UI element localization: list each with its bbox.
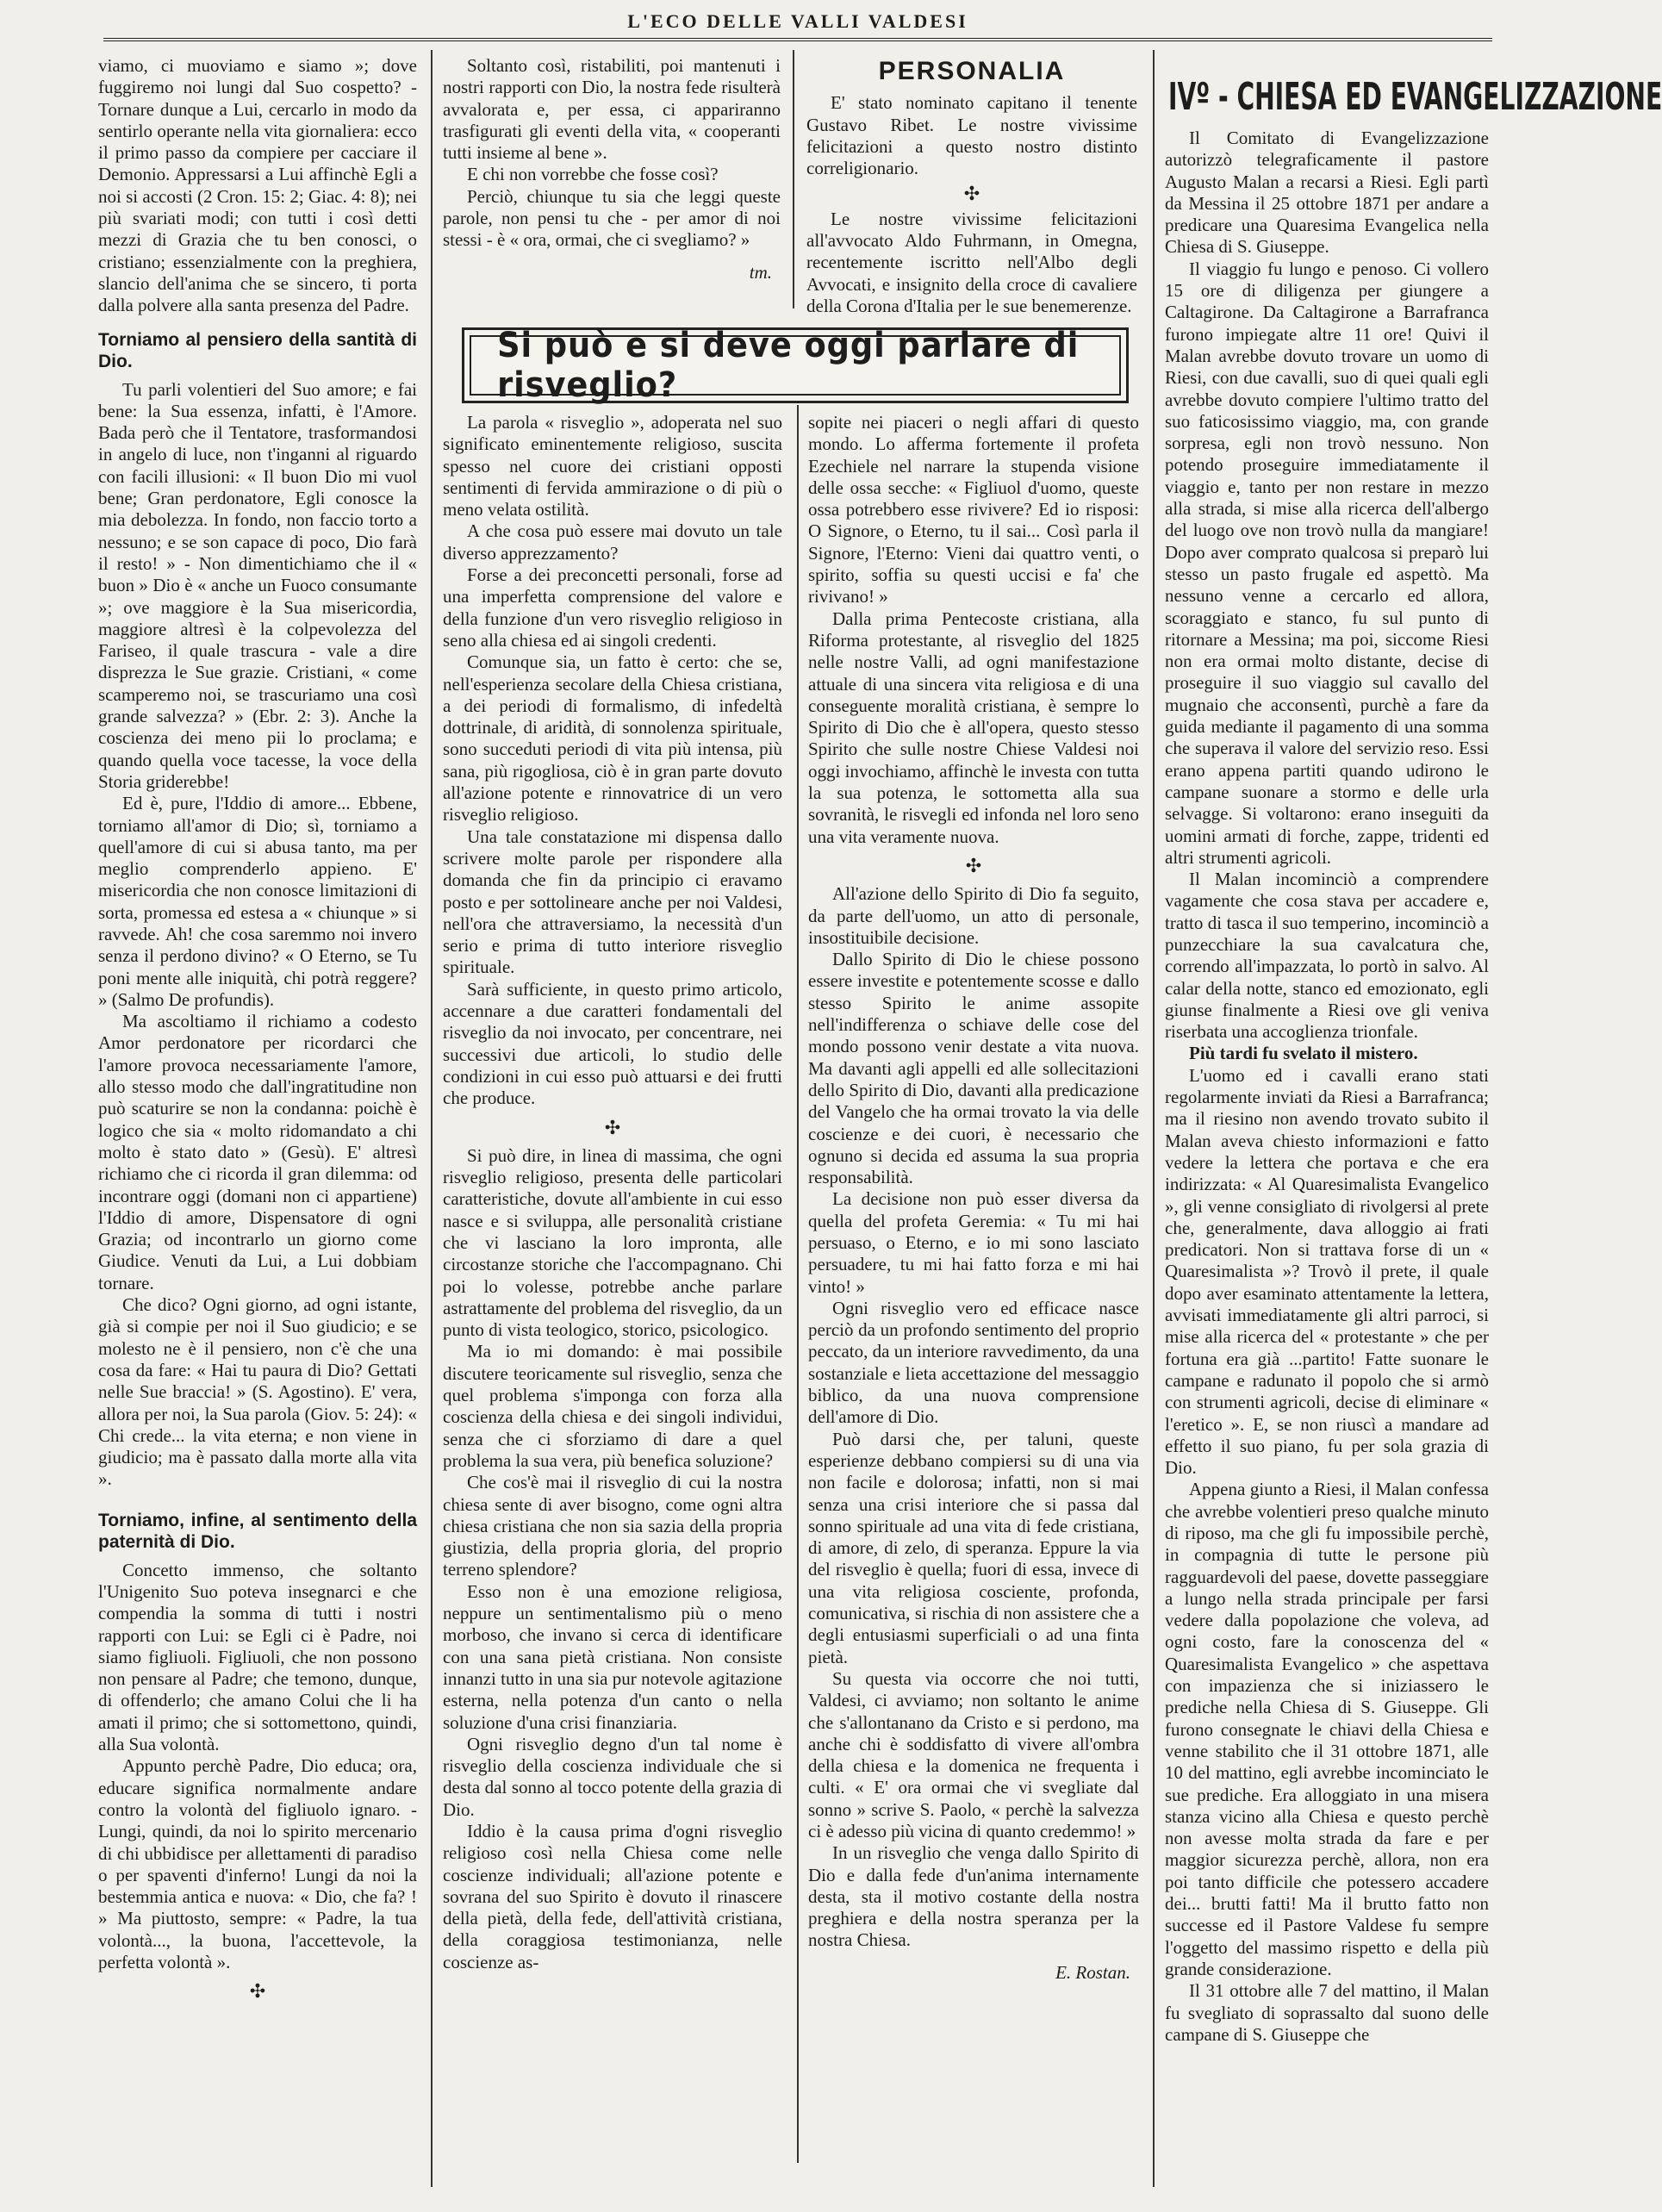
ornament: ✣ — [963, 183, 980, 205]
paragraph: All'azione dello Spirito di Dio fa seguito, da parte dell'uomo, un atto di personale, insostituibile decisione. — [808, 883, 1139, 948]
column-rule — [1153, 50, 1155, 2187]
paragraph: E' stato nominato capitano il tenente Gustavo Ribet. Le nostre vivissime felicitazioni a questo nostro distinto correligionario. — [806, 92, 1137, 179]
paragraph: Concetto immenso, che soltanto l'Unigenito Suo poteva insegnarci e che compendia la somma di tutti i nostri rapporti con Lui: se Egli ci è Padre, noi siamo figliuoli. Figliuoli, che non possono non pensare al Padre; che temono, dunque, di offenderlo; che amano Colui che li ha amati il primo; che si sottomettono, quindi, alla Sua volontà. — [98, 1559, 417, 1755]
paragraph: A che cosa può essere mai dovuto un tale diverso apprezzamento? — [443, 520, 782, 564]
paragraph: Comunque sia, un fatto è certo: che se, nell'esperienza secolare della Chiesa cristiana, a dei periodi di formalismo, di infedeltà dottrinale, di aridità, di sonnolenza spirituale, sono succeduti periodi di vita più intensa, più sana, più rigogliosa, ciò è in gran parte dovuto all'azione potente e rinnovatrice di un vero risveglio religioso. — [443, 651, 782, 826]
paragraph: Sarà sufficiente, in questo primo articolo, accennare a due caratteri fondamentali del risveglio da noi invocato, per concentrare, nei successivi due articoli, lo studio delle condizioni in cui esso può attuarsi e dei frutti che produce. — [443, 978, 782, 1109]
paragraph: Appena giunto a Riesi, il Malan confessa che avrebbe volentieri preso qualche minuto di riposo, ma che gli fu impossibile perchè, in compagnia di tutte le persone più ragguardevoli del paese, dovette passeggiare a lungo nella strada principale per farsi vedere dalla popolazione che voleva, ad ogni costo, fare la conoscenza del « Quaresimalista Evangelico » che aspettava con impazienza che si iniziassero le prediche nella Chiesa di S. Giuseppe. Gli furono consegnate le chiavi della Chiesa e venne stabilito che il 31 ottobre 1871, alle 10 del mattino, egli avrebbe incominciato le sue prediche. Era alloggiato in una misera stanza vicino alla Chiesa e questo perchè non avesse molta strada da fare e per maggior sicurezza perchè, allora, non era poi tanto difficile che potessero accadere dei... brutti fatti! Ma il brutto fatto non successe ed il Pastore Valdese fu sempre l'oggetto del massimo rispetto e della più grande considerazione. — [1165, 1479, 1489, 1979]
paragraph: Ogni risveglio vero ed efficace nasce perciò da un profondo sentimento del proprio peccato, da un interiore ravvedimento, da una sostanziale e lieta accettazione del messaggio biblico, da una nuova comprensione dell'amore di Dio. — [808, 1297, 1139, 1428]
paragraph: Iddio è la causa prima d'ogni risveglio religioso così nella Chiesa come nelle coscienze individuali; all'azione potente e sovrana del suo Spirito è dovuto il rinascere della pietà, della fede, dell'attività cristiana, della coraggiosa testimonianza, nelle coscienze as- — [443, 1821, 782, 1972]
paragraph: viamo, ci muoviamo e siamo »; dove fuggiremo noi lungi dal Suo cospetto? - Tornare dunque a Lui, cercarlo in modo da sentirlo operante nella vita giornaliera: ecco il primo passo da compiere per cacciare il Demonio. Appressarsi a Lui affinchè Egli a noi si accosti (2 Cron. 15: 2; Giac. 4: 8); nei più svariati modi; con tutti i così detti mezzi di Grazia che tu ben conosci, o cristiano; essenzialmente con la preghiera, slancio dell'anima che se sincero, ti porta dalla polvere alla santa presenza del Padre. — [98, 55, 417, 316]
ornament: ✣ — [249, 1980, 266, 2003]
paragraph: In un risveglio che venga dallo Spirito di Dio e dalla fede d'un'anima internamente desta, sta il motivo costante della nostra preghiera e della nostra speranza per la nostra Chiesa. — [808, 1842, 1139, 1951]
paragraph: L'uomo ed i cavalli erano stati regolarmente inviati da Riesi a Barrafranca; ma il riesino non avendo trovato subito il Malan aveva chiesto informazioni e fatto vedere la lettera che portava e che era indirizzata: « Al Quaresimalista Evangelico », gli venne consigliato di rivolgersi al prete che, generalmente, dava alloggio ai frati predicatori. Non si trattava forse di un « Quaresimalista »? Trovò il prete, il quale dopo aver esaminato attentamente la lettera, avvisati immediatamente gli altri parroci, si mise alla ricerca del « protestante » che per fortuna era già ...partito! Fatte suonare le campane e radunato il popolo che si armò con strumenti agricoli, decise di eliminare « l'eretico ». E, se non riuscì a mandare ad effetto il suo piano, fu per sola grazia di Dio. — [1165, 1064, 1489, 1479]
paragraph: Una tale constatazione mi dispensa dallo scrivere molte parole per rispondere alla domanda che fin da principio ci eravamo posto e per sottolineare anche per noi Valdesi, nell'ora che attraversiamo, la necessità d'un serio e prima di tutto interiore risveglio spirituale. — [443, 826, 782, 978]
paragraph: Tu parli volentieri del Suo amore; e fai bene: la Sua essenza, infatti, è l'Amore. Bada però che il Tentatore, trasformandosi in angelo di luce, non t'inganni al riguardo con facili illusioni: « Il buon Dio mi vuol bene; Gran perdonatore, Egli conosce la mia debolezza. In fondo, non faccio torto a nessuno; e se son capace di poco, Dio farà il resto! » - Non dimentichiamo che il « buon » Dio è « anche un Fuoco consumante »; ove maggiore è la Sua misericordia, maggiore altresì è la colpevolezza del Fariseo, il quale trascura - vale a dire disprezza le Sue grazie. Cristiani, « come scamperemo noi, se trascuriamo una così grande salvezza? » (Ebr. 2: 3). Anche la coscienza dei meno pii lo proclama; e quando quella voce tacesse, la voce della Storia griderebbe! — [98, 378, 417, 792]
paragraph: Ed è, pure, l'Iddio di amore... Ebbene, torniamo all'amor di Dio; sì, torniamo a quell'amore di cui si abusa tanto, ma per meglio comprenderlo appieno. E' misericordia che non conosce limitazioni di sorta, promessa ed estesa a « chiunque » si ravvede. Ah! che cosa saremmo noi invero senza il perdono divino? « O Eterno, se Tu poni mente alle iniquità, chi potrà reggere? » (Salmo De profundis). — [98, 793, 417, 1010]
article-column-b — [808, 412, 1139, 2187]
paragraph: Appunto perchè Padre, Dio educa; ora, educare significa normalmente andare contro la volontà del figliuolo ignaro. - Lungi, quindi, da noi lo spirito mercenario di chi ubbidisce per allettamenti di paradiso o per spaventi d'inferno! Lungi da noi la bestemmia antica e nuova: « Dio, che fa? ! » Ma piuttosto, sempre: « Padre, la tua volontà..., la buona, l'accettevole, la perfetta volontà ». — [98, 1755, 417, 1973]
article-title-frame — [470, 326, 1121, 405]
paragraph: Esso non è una emozione religiosa, neppure un sentimentalismo più o meno morboso, che invano si cerca di identificare con una sana pietà cristiana. Non consiste innanzi tutto in una sia pur notevole agitazione esterna, nella potenza d'un canto o nella soluzione d'una crisi finanziaria. — [443, 1580, 782, 1733]
paragraph: Che dico? Ogni giorno, ad ogni istante, già si compie per noi il Suo giudicio; e se molesto ne è il pensiero, non c'è che una cosa da fare: « Hai tu paura di Dio? Gettati nelle Sue braccia! » (S. Agostino). E' vera, allora per noi, la Sua parola (Giov. 5: 24): « Chi crede... la vita eterna; e non viene in giudicio; ma è passato dalla morte alla vita ». — [98, 1294, 417, 1490]
section-heading: Torniamo, infine, al sentimento della paternità di Dio. — [98, 1510, 417, 1552]
paragraph: La parola « risveglio », adoperata nel suo significato eminentemente religioso, suscita spesso nel cuore dei cristiani opposti sentimenti di fervida ammirazione o di più o meno velata ostilità. — [443, 412, 782, 520]
column-1 — [98, 55, 417, 2175]
paragraph: E chi non vorrebbe che fosse così? — [467, 164, 719, 185]
paragraph: Forse a dei preconcetti personali, forse ad una imperfetta comprensione del valore e della funzione d'un vero risveglio religioso in seno alla chiesa ed ai singoli credenti. — [443, 564, 782, 651]
paragraph: Il 31 ottobre alle 7 del mattino, il Malan fu svegliato di soprassalto dal suono delle campane di S. Giuseppe che — [1165, 1980, 1489, 2045]
paragraph: Soltanto così, ristabiliti, poi mantenuti i nostri rapporti con Dio, la nostra fede risulterà avvalorata e, per essa, ci appariranno trasfigurati gli eventi della vita, « cooperanti tutti insieme al bene ». — [443, 55, 781, 164]
paragraph: Che cos'è mai il risveglio di cui la nostra chiesa sente di aver bisogno, come ogni altra chiesa cristiana che non sia sazia della propria giustizia, della propria gloria, del proprio terreno splendore? — [443, 1472, 782, 1580]
paragraph: La decisione non può esser diversa da quella del profeta Geremia: « Tu mi hai persuaso, o Eterno, e io mi sono lasciato persuadere, tu mi hai fatto forza e mi hai vinto! » — [808, 1188, 1139, 1297]
paragraph: Ma ascoltiamo il richiamo a codesto Amor perdonatore per ricordarci che l'amore provoca necessariamente l'amore, allo stesso modo che dall'ingratitudine non può scaturire se non la condanna: poichè è logico che sia « molto ridomandato a chi molto è stato dato » (Gesù). E' altresì richiamo che ci ricorda il gran dilemma: od incontrare oggi (domani non ci appartiene) l'Iddio di amore, Dispensatore di ogni Grazia; od incontrarlo un giorno come Giudice. Venuti da Lui, a Lui dobbiam tornare. — [98, 1011, 417, 1293]
paragraph: Il viaggio fu lungo e penoso. Ci vollero 15 ore di diligenza per giungere a Caltagirone. Da Caltagirone a Barrafranca furono impiegate altre 11 ore! Quivi il Malan avrebbe dovuto trovare un uomo di Riesi, con due cavalli, suo di quei quali egli avrebbe dovuto compiere l'ultimo tratto del suo faticosissimo viaggio, ma, con grande sorpresa, egli non trovò nessuno. Non potendo proseguire immediatamente il viaggio e, tanto per non restare in mezzo alla strada, si mise alla ricerca dell'albergo del luogo ove non trovò nulla da mangiare! Dopo aver comprato qualcosa si preparò lui stesso un pasto frugale ed aspettò. Ma nessuno venne a cercarlo ed allora, scoraggiato e stanco, fu sul punto di ritornare a Messina; ma poi, siccome Riesi non era ormai molto distante, decise di proseguire il suo viaggio sul cavallo del mugnaio che acconsentì, purchè a fare da guida mediante il pagamento di una somma che superava il valore del servizio reso. Essi erano appena partiti quando udirono le campane suonare a stormo e delle urla selvagge. Si voltarono: erano inseguiti da uomini armati di forche, zappe, tridenti ed altri strumenti agricoli. — [1165, 258, 1489, 868]
section-title-chiesa-evangelizzazione — [1168, 69, 1662, 124]
paragraph: Le nostre vivissime felicitazioni all'avvocato Aldo Fuhrmann, in Omegna, recentemente iscritto nell'Albo degli Avvocati, e insignito della croce di cavaliere della Corona d'Italia per le sue benemerenze. — [806, 208, 1137, 316]
personalia-section — [806, 59, 1137, 317]
paragraph: Il Comitato di Evangelizzazione autorizzò telegraficamente il pastore Augusto Malan a recarsi a Riesi. Egli partì da Messina il 25 ottobre 1871 per andare a predicare una Quaresima Evangelica nella Chiesa di S. Giuseppe. — [1165, 128, 1489, 258]
section-heading: Torniamo al pensiero della santità di Dio. — [98, 329, 417, 371]
paragraph: Perciò, chiunque tu sia che leggi queste parole, non pensi tu che - per amor di noi stessi - è « ora, ormai, che ci svegliamo? » — [443, 185, 781, 251]
paragraph: Ma io mi domando: è mai possibile discutere teoricamente sul risveglio, senza che quel problema s'imponga con forza alla coscienza della chiesa e dei singoli individui, senza che ci sforziamo di dare a quel problema la sua vera, più benefica soluzione? — [443, 1341, 782, 1471]
paragraph: Più tardi fu svelato il mistero. — [1189, 1043, 1418, 1064]
paragraph: sopite nei piaceri o negli affari di questo mondo. Lo afferma fortemente il profeta Ezechiele nel narrare la stupenda visione delle ossa secche: « Figliuol d'uomo, queste ossa potrebbero esse rivivere? Ed io risposi: O Signore, o Eterno, tu il sai... Così parla il Signore, l'Eterno: Vieni dai quattro venti, o spirito, soffia su questi uccisi e fa' che rivivano! » — [808, 412, 1139, 608]
ornament: ✣ — [965, 854, 982, 876]
signature: tm. — [749, 261, 772, 283]
article-title-banner — [462, 327, 1129, 403]
paragraph: Dallo Spirito di Dio le chiese possono essere investite e potentemente scosse e dallo stesso Spirito le anime assopite nell'indifferenza o schiave delle cose del mondo possono venir destate a vita nuova. Ma davanti agli appelli ed alle sollecitazioni dello Spirito di Dio, davanti alla predicazione del Vangelo che ha ormai trovato la via delle coscienze e dei cuori, è necessario che ognuno si decida ed assuma la sua propria responsabilità. — [808, 949, 1139, 1188]
article-title: Si può e si deve oggi parlare di risveglio? — [497, 326, 1080, 405]
paragraph: Il Malan incominciò a comprendere vagamente che cosa stava per accadere e, tratto di tasca il suo temperino, incominciò a punzecchiare la sua cavalcatura che, correndo all'impazzata, lo portò in salvo. Al calar della notte, stanco ed emozionato, egli giunse finalmente a Riesi ove gli veniva riserbata una accoglienza trionfale. — [1165, 869, 1489, 1043]
paragraph: Può darsi che, per taluni, queste esperienze debbano compiersi su di una via non facile e dolorosa; infatti, non si mai senza una crisi interiore che si passa dal sonno spirituale ad una vita di fede cristiana, di amore, di zelo, di speranza. Eppure la via del risveglio è quella; fuori di essa, invece di una vita religiosa cosciente, profonda, comunicativa, si rischia di non assistere che a degli entusiasmi superficiali o ad una finta pietà. — [808, 1428, 1139, 1667]
column-rule — [797, 405, 799, 2163]
signature: E. Rostan. — [1055, 1961, 1130, 1983]
column-2-top — [443, 55, 781, 314]
personalia-title: PERSONALIA — [878, 57, 1066, 85]
column-rule — [431, 50, 433, 2187]
column-4 — [1165, 128, 1489, 2187]
section-title-text: IVº - CHIESA ED EVANGELIZZAZIONE — [1168, 74, 1662, 119]
article-column-a — [443, 412, 782, 2187]
paragraph: Si può dire, in linea di massima, che ogni risveglio religioso, presenta delle particolari caratteristiche, dovute all'ambiente in cui esso nasce e si sviluppa, alle personalità cristiane che vi lasciano la loro impronta, alle circostanze storiche che l'accompagnano. Chi poi lo volesse, potrebbe anche parlare astrattamente del problema del risveglio, da un punto di vista teologico, storico, psicologico. — [443, 1144, 782, 1341]
column-rule — [793, 50, 794, 308]
newspaper-header — [103, 7, 1492, 36]
ornament: ✣ — [604, 1116, 621, 1138]
header-rule — [103, 38, 1492, 41]
paragraph: Dalla prima Pentecoste cristiana, alla Riforma protestante, al risveglio del 1825 nelle nostre Valli, ad ogni manifestazione attuale di una sincera vita religiosa e di una conseguente moralità cristiana, è sempre lo Spirito di Dio che è all'opera, questo stesso Spirito che sulle nostre Chiese Valdesi noi oggi invochiamo, affinchè le investa con tutta la sua potenza, le sottometta alla sua sovranità, le risvegli ed infonda nel loro seno una vita veramente nuova. — [808, 608, 1139, 847]
paragraph: Ogni risveglio degno d'un tal nome è risveglio della coscienza individuale che si desta dal sonno al tocco potente della grazia di Dio. — [443, 1733, 782, 1820]
newspaper-title: L'ECO DELLE VALLI VALDESI — [627, 10, 968, 32]
paragraph: Su questa via occorre che noi tutti, Valdesi, ci avviamo; non soltanto le anime che s'allontanano da Cristo e si perdono, ma anche chi è soddisfatto di vivere all'ombra della chiesa e la domenica ne frequenta i culti. « E' ora ormai che vi svegliate dal sonno » scrive S. Paolo, « perchè la salvezza ci è adesso più vicina di quanto credemmo! » — [808, 1667, 1139, 1841]
